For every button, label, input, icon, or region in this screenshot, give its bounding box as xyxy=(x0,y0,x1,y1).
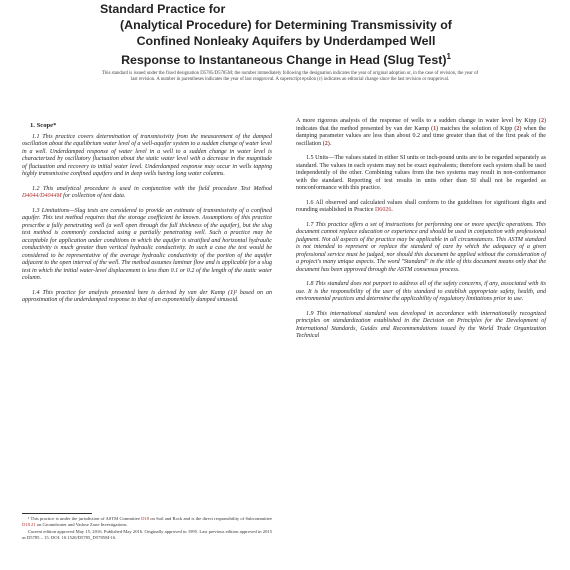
paragraph-1-4 xyxy=(22,290,272,305)
paragraph-1-1: 1.1 This practice covers determination of transmissivity from the measurement of the damped oscillation about the equilibrium water level of a well-aquifer system to a sudden change of water level in a well. Underdamped response of water level in a well to a sudden change in water level is characterized by oscillatory fluctuation about the static water level with a decrease in the magnitude of fluctuation and recovery to initial water level. Underdamped response may occur in wells tapping highly transmissive confined aquifers and in deep wells having long water columns. xyxy=(22,133,272,177)
footnote-divider xyxy=(22,513,92,514)
paragraph-1-7: 1.7 This practice offers a set of instructions for performing one or more specific operations. This document cannot replace education or experience and should be used in conjunction with professional judgment. Not all aspects of the practice may be applicable in all circumstances. This ASTM standard is not intended to represent or replace the standard of care by which the adequacy of a given professional service must be judged, nor should this document be applied without the consideration of a project's many unique aspects. The word "Standard" in the title of this document means only that the document has been approved through the ASTM consensus process. xyxy=(296,221,546,273)
designation-note: This standard is issued under the fixed designation D5785/D5785M; the number immediately following the designation indicates the year of original adoption or, in the case of revision, the year of last revision. A number in parentheses indicates the year of last reapproval. A superscript epsilon (ε) indicates an editorial change since the last revision or reapproval. xyxy=(101,71,479,83)
committee-link[interactable]: D18 xyxy=(141,516,150,521)
paragraph-1-6-text: 1.6 All observed and calculated values shall conform to the guidelines for significant digits and rounding established in Practice xyxy=(296,199,546,213)
footnote-1-mid: on Soil and Rock and is the direct responsibility of Subcommittee xyxy=(149,516,272,521)
paragraph-1-5: 1.5 Units—The values stated in either SI units or inch-pound units are to be regarded separately as standard. The values in each system may not be exact equivalents; therefore each system shall be used independently of the other. Combining values from the two systems may result in non-conformance with the standard. Reporting of test results in units other than SI shall not be regarded as nonconformance with this practice. xyxy=(296,155,546,191)
paragraph-1-2-text: 1.2 This analytical procedure is used in conjunction with the field procedure Test Method xyxy=(32,185,272,192)
title-line-4-text: Response to Instantaneous Change in Head (Slug Test) xyxy=(121,53,447,68)
cont-text-c: ) matches the solution of Kipp ( xyxy=(436,125,517,132)
cont-text-e: ). xyxy=(327,140,332,147)
footnote-1 xyxy=(22,516,272,527)
title-line-1: Standard Practice for xyxy=(100,2,226,16)
paragraph-1-2 xyxy=(22,186,272,201)
right-column xyxy=(296,118,546,348)
left-column xyxy=(22,118,272,312)
reference-1-link[interactable]: 1 xyxy=(433,125,437,132)
footnote-2: Current edition approved May 15, 2016. Published May 2016. Originally approved in 1995. Last previous edition approved in 2015 as D5785 – 15. DOI: 10.1520/D5785_D5785M-16. xyxy=(22,529,272,540)
subcommittee-link[interactable]: D18.21 xyxy=(22,521,36,527)
title-line-2: (Analytical Procedure) for Determining Transmissivity of xyxy=(120,17,452,32)
reference-2-link[interactable]: 2 xyxy=(516,125,520,132)
paragraph-1-4-text: 1.4 This practice for analysis presented here is derived by van der Kamp ( xyxy=(32,289,231,296)
paragraph-continuation xyxy=(296,118,546,148)
footnote-1-text: ¹ This practice is under the jurisdiction of ASTM Committee xyxy=(28,516,142,521)
reference-2-link[interactable]: 2 xyxy=(540,118,544,124)
scope-heading: 1. Scope* xyxy=(30,122,57,129)
paragraph-1-6-tail: . xyxy=(391,207,393,213)
title-line-4 xyxy=(86,49,486,69)
paragraph-1-8: 1.8 This standard does not purport to address all of the safety concerns, if any, associated with its use. It is the responsibility of the user of this standard to establish appropriate safety, health, and environmental practices and determine the applicability of regulatory limitations prior to use. xyxy=(296,281,546,302)
document-title xyxy=(86,2,486,69)
reference-2-link[interactable]: 2 xyxy=(324,140,328,147)
cont-text-d: ) when the damping parameter values are less than about 0.2 and time greater than that of the first peak of the oscillation ( xyxy=(296,125,546,147)
paragraph-1-4-tail: )² based on an approximation of the underdamped response to that of an exponentially damped sinusoid. xyxy=(22,289,272,303)
paragraph-1-2-tail: for collection of test data. xyxy=(61,193,126,199)
cont-text-a: A more rigorous analysis of the response of wells to a sudden change in water level by Kipp ( xyxy=(296,118,541,124)
test-method-link[interactable]: D4044/D4044M xyxy=(22,193,62,199)
paragraph-1-6 xyxy=(296,200,546,215)
practice-link[interactable]: D6026 xyxy=(374,207,392,213)
paragraph-1-9: 1.9 This international standard was developed in accordance with internationally recognized principles on standardization established in the Decision on Principles for the Development of International Standards, Guides and Recommendations issued by the World Trade Organization Technical xyxy=(296,310,546,339)
footnote-1-tail: on Groundwater and Vadose Zone Investigations. xyxy=(35,521,128,527)
paragraph-1-3: 1.3 Limitations—Slug tests are considered to provide an estimate of transmissivity of a confined aquifer. This test method requires that the storage coefficient be known. Assumptions of this practice prescribe a fully penetrating well (a well open through the full thickness of the aquifer), but the slug test method is commonly conducted using a partially penetrating well. Such a practice may be acceptable for application under conditions in which the aquifer is stratified and horizontal hydraulic conductivity is much greater than vertical hydraulic conductivity. In such a case the test would be considered to be representative of the average hydraulic conductivity of the portion of the aquifer adjacent to the open interval of the well. The method assumes laminar flow and is applicable for a slug test in which the initial water-level displacement is less than 0.1 or 0.2 of the length of the static water column. xyxy=(22,207,272,281)
title-footnote-mark: 1 xyxy=(446,52,451,62)
footnotes xyxy=(22,513,272,542)
cont-text-b: ) indicates that the method presented by van der Kamp ( xyxy=(296,118,546,132)
title-line-3: Confined Nonleaky Aquifers by Underdamped Well xyxy=(136,33,436,48)
reference-1-link[interactable]: 1 xyxy=(230,289,234,296)
